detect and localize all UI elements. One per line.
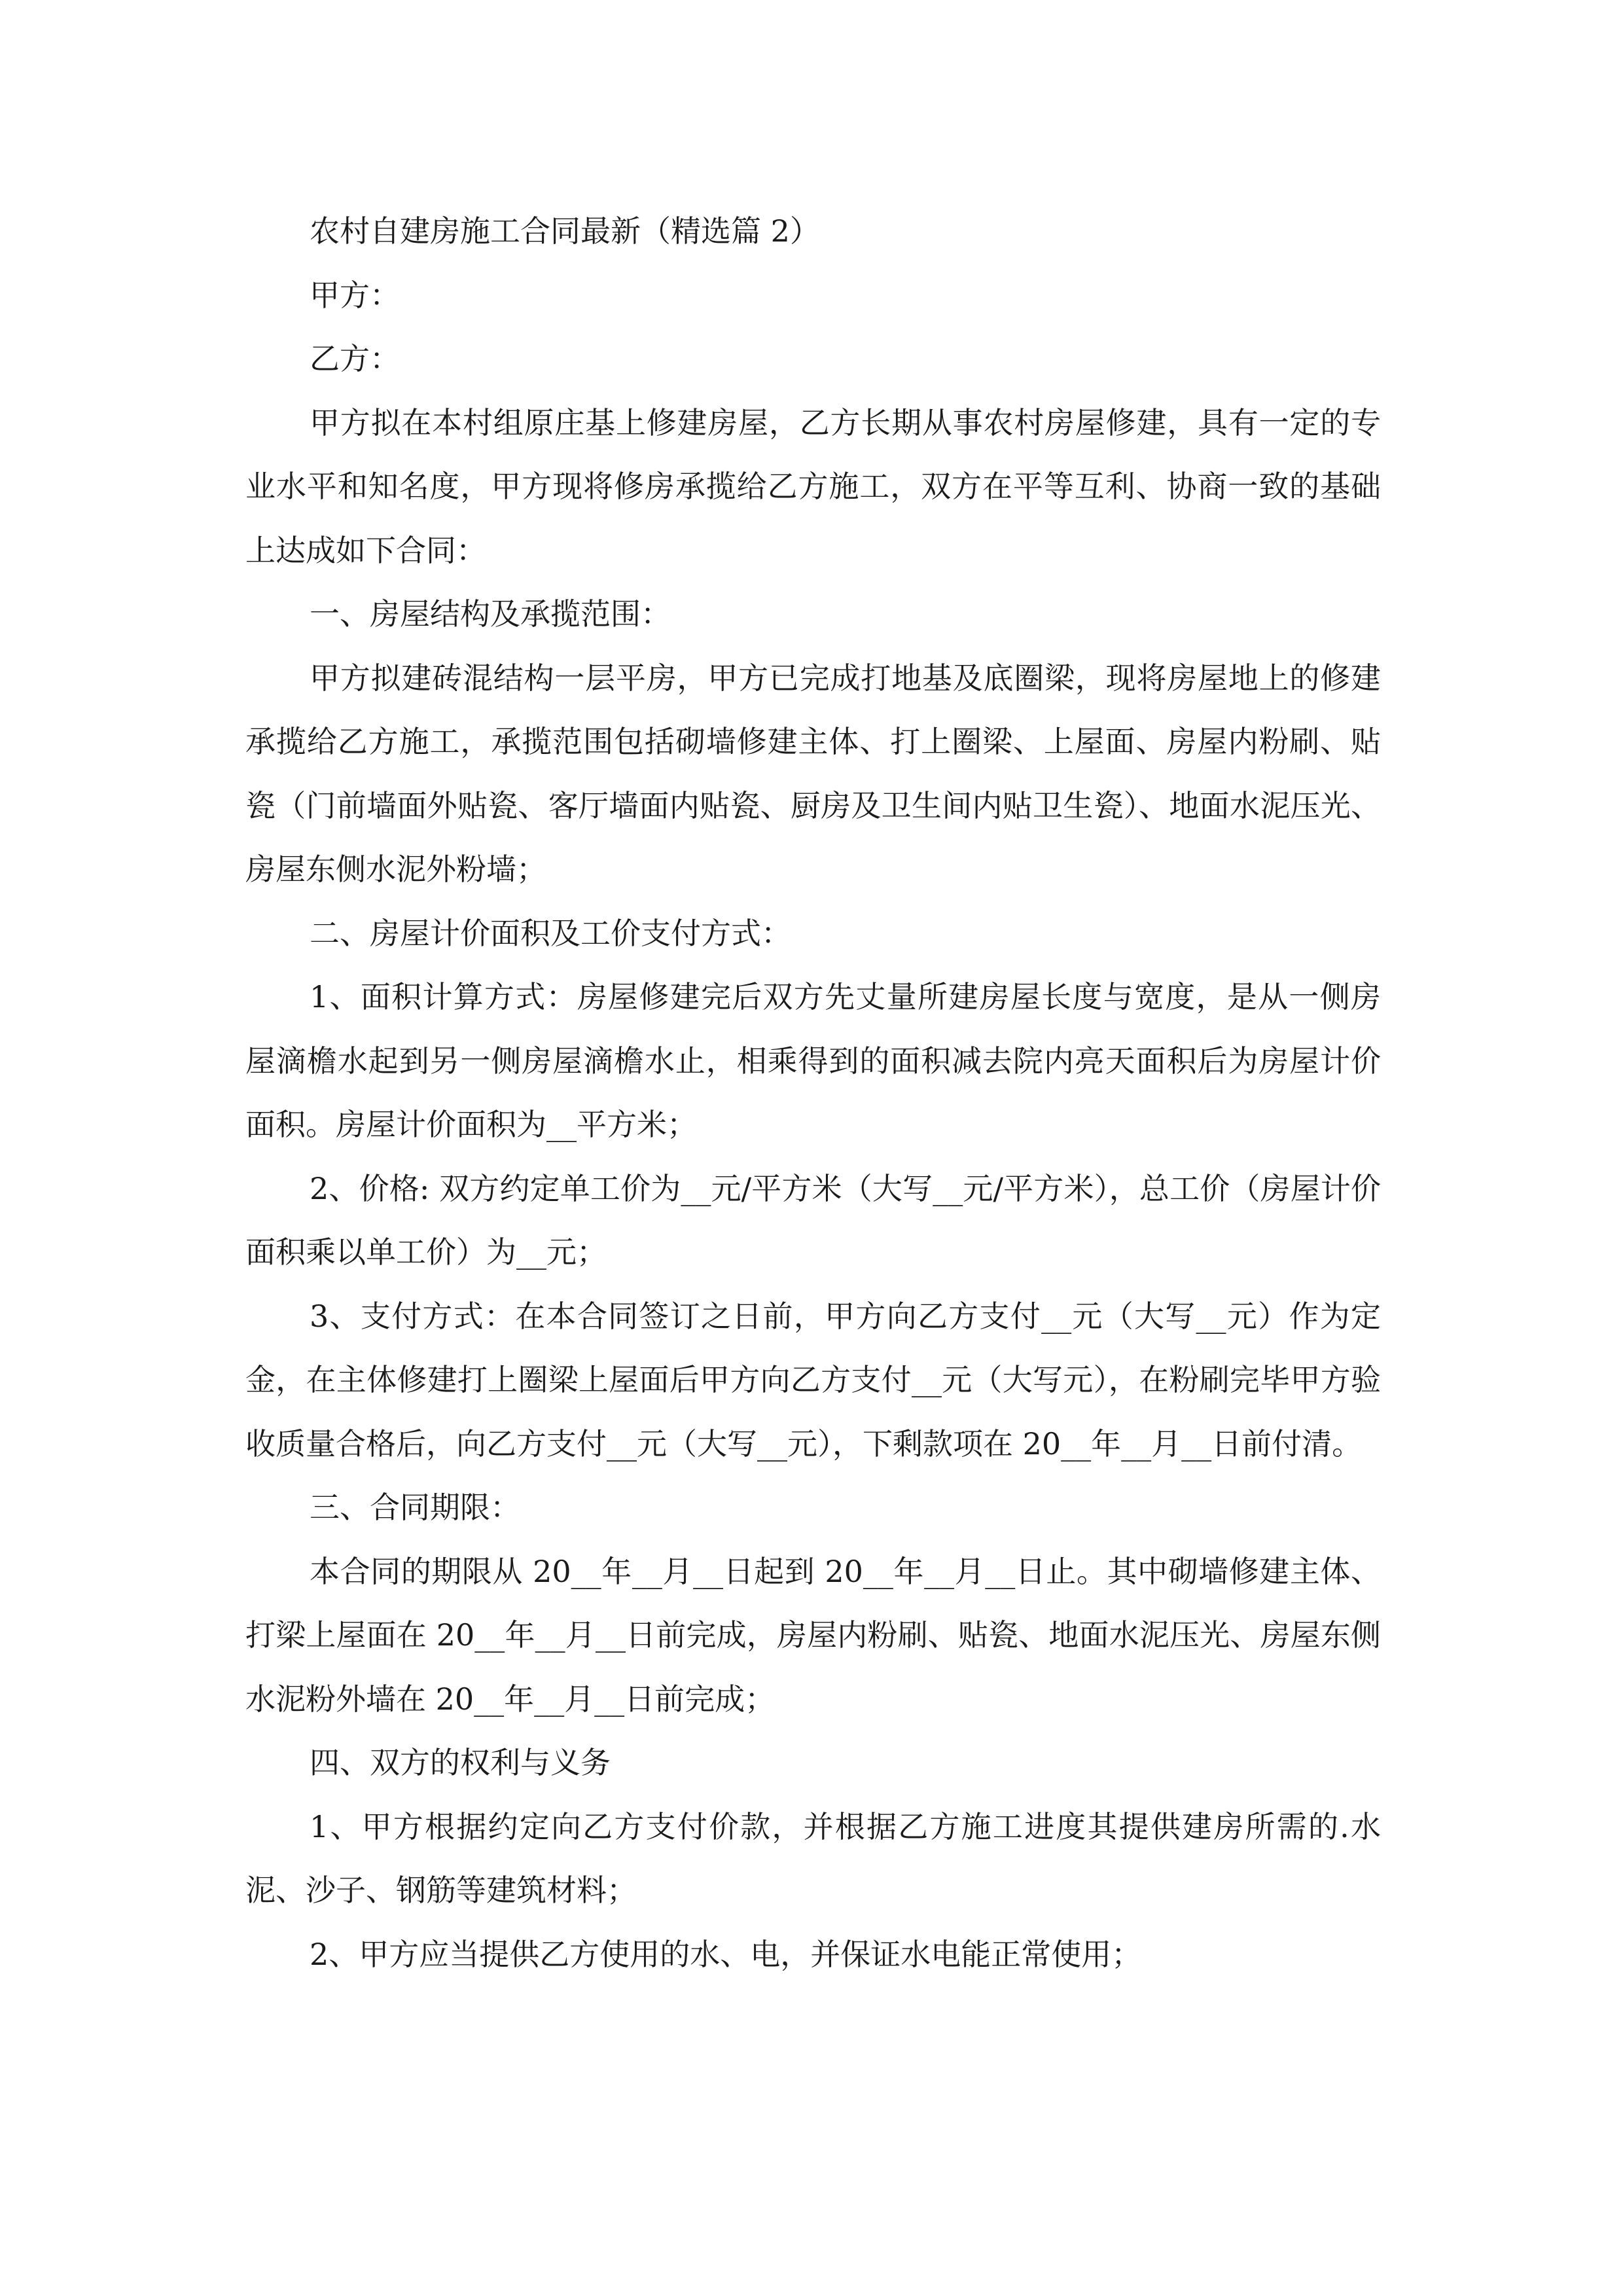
section-3-heading: 三、合同期限： bbox=[310, 1490, 520, 1525]
section-2-item-3: 3、支付方式：在本合同签订之日前，甲方向乙方支付__元（大写__元）作为定金，在主体修建打上圈梁上屋面后甲方向乙方支付__元（大写元），在粉刷完毕甲方验收质量合格后，向乙方支付__元（大写__元），下剩款项在 20__年__月__日前付清。 bbox=[245, 1298, 1381, 1462]
section-4-heading: 四、双方的权利与义务 bbox=[310, 1745, 611, 1780]
section-3-paragraph: 本合同的期限从 20__年__月__日起到 20__年__月__日止。其中砌墙修建主体、打梁上屋面在 20__年__月__日前完成，房屋内粉刷、贴瓷、地面水泥压光、房屋东侧水泥粉外墙在 20__年__月__日前完成； bbox=[245, 1553, 1381, 1717]
party-b-line: 乙方： bbox=[310, 341, 400, 376]
intro-paragraph: 甲方拟在本村组原庄基上修建房屋，乙方长期从事农村房屋修建，具有一定的专业水平和知名度，甲方现将修房承揽给乙方施工，双方在平等互利、协商一致的基础上达成如下合同： bbox=[245, 404, 1381, 568]
section-2-item-2: 2、价格: 双方约定单工价为__元/平方米（大写__元/平方米），总工价（房屋计价面积乘以单工价）为__元； bbox=[245, 1170, 1381, 1270]
section-1-paragraph: 甲方拟建砖混结构一层平房，甲方已完成打地基及底圈梁，现将房屋地上的修建承揽给乙方施工，承揽范围包括砌墙修建主体、打上圈梁、上屋面、房屋内粉刷、贴瓷（门前墙面外贴瓷、客厅墙面内贴瓷、厨房及卫生间内贴卫生瓷）、地面水泥压光、房屋东侧水泥外粉墙； bbox=[245, 660, 1381, 887]
section-2-item-1: 1、面积计算方式：房屋修建完后双方先丈量所建房屋长度与宽度，是从一侧房屋滴檐水起到另一侧房屋滴檐水止，相乘得到的面积减去院内亮天面积后为房屋计价面积。房屋计价面积为__平方米； bbox=[245, 979, 1381, 1142]
party-a-line: 甲方： bbox=[310, 277, 400, 313]
section-1-heading: 一、房屋结构及承揽范围： bbox=[310, 596, 671, 632]
contract-text bbox=[245, 200, 1381, 1986]
document-title: 农村自建房施工合同最新（精选篇 2） bbox=[310, 213, 820, 249]
section-2-heading: 二、房屋计价面积及工价支付方式： bbox=[310, 915, 791, 951]
section-4-item-1: 1、甲方根据约定向乙方支付价款，并根据乙方施工进度其提供建房所需的.水泥、沙子、钢筋等建筑材料； bbox=[245, 1808, 1381, 1908]
section-4-item-2: 2、甲方应当提供乙方使用的水、电，并保证水电能正常使用； bbox=[310, 1936, 1142, 1972]
